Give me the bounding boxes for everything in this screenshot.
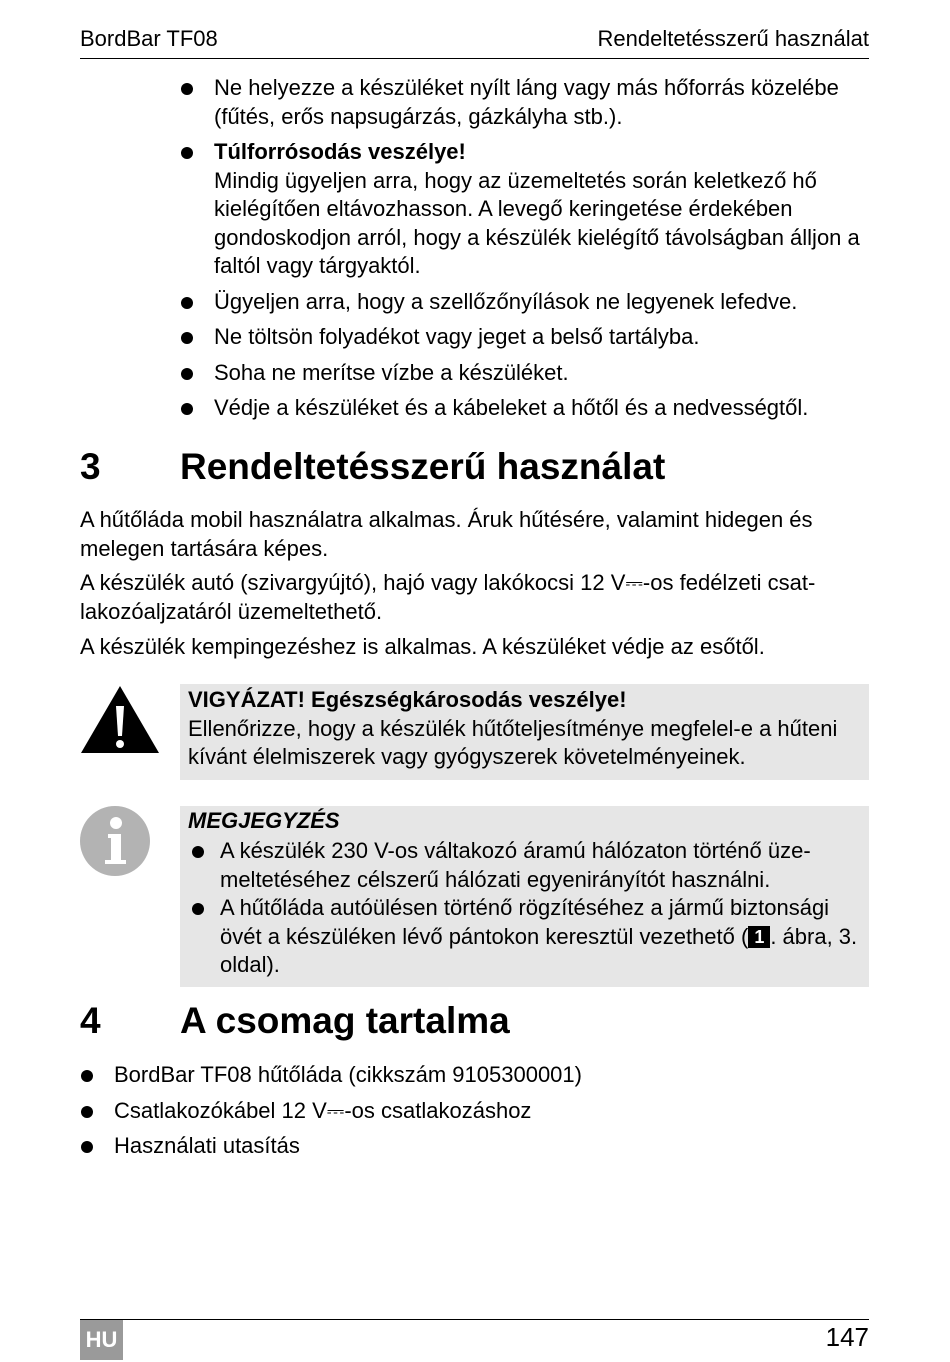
note-list (188, 837, 863, 980)
list-item-text: Használati utasítás (114, 1133, 300, 1158)
safety-bullet-list (180, 74, 870, 430)
warning-text: Ellenőrizze, hogy a készülék hűtőteljesítménye megfelel-e a hűteni kívánt élelmiszerek vagy gyógyszerek követelményeinek. (188, 715, 838, 769)
header-section-title: Rendeltetésszerű használat (597, 26, 869, 51)
figure-reference-badge: 1 (748, 926, 770, 948)
footer-divider (80, 1319, 869, 1320)
bullet-icon (81, 1070, 93, 1082)
bullet-icon (81, 1106, 93, 1118)
warning-title: VIGYÁZAT! Egészségkárosodás veszélye! (188, 687, 627, 712)
list-item (180, 288, 870, 317)
list-item (80, 1097, 870, 1126)
section-4-heading (80, 1000, 510, 1042)
header-product-name: BordBar TF08 (80, 26, 218, 51)
list-item-text: Mindig ügyeljen arra, hogy az üzemeltetés során keletkező hő kielégítően eltávozhasson. A levegő keringetése érdekében gondoskodjon arról, hogy a készülék kielégítő távolságban álljon a faltól vagy tárgyaktól. (214, 167, 860, 278)
page-number: 147 (825, 1322, 869, 1352)
list-item-text: Ne töltsön folyadékot vagy jeget a belső tartályba. (214, 324, 700, 349)
bullet-icon (181, 297, 193, 309)
bullet-icon (192, 846, 204, 858)
section-number: 4 (80, 1000, 101, 1041)
info-circle-icon (80, 806, 150, 876)
section-3-heading (80, 446, 665, 488)
section-number: 3 (80, 446, 101, 487)
list-item-text: Csatlakozókábel 12 V⎓-os csatlakozáshoz (114, 1097, 532, 1123)
package-contents-list (80, 1061, 870, 1168)
section-title: Rendeltetésszerű használat (180, 446, 666, 487)
list-item-text: Védje a készüléket és a kábeleket a hőtől és a nedvességtől. (214, 395, 809, 420)
list-item-text: BordBar TF08 hűtőláda (cikkszám 9105300001) (114, 1062, 582, 1087)
list-item (180, 74, 870, 131)
note-title: MEGJEGYZÉS (188, 808, 340, 833)
bullet-icon (181, 368, 193, 380)
paragraph: A készülék autó (szivargyújtó), hajó vagy lakókocsi 12 V⎓-os fedélzeti csatlakozóaljzatáról üzemeltethető. (80, 570, 816, 624)
list-item (188, 894, 863, 980)
list-item-text: A hűtőláda autóülésen történő rögzítéséhez a jármű biztonsági övét a készüléken lévő pántokon keresztül vezethető ( (220, 895, 830, 949)
paragraph: A hűtőláda mobil használatra alkalmas. Áruk hűtésére, valamint hidegen és melegen tartására képes. (80, 507, 813, 561)
bullet-icon (81, 1141, 93, 1153)
list-item-text: Ügyeljen arra, hogy a szellőzőnyílások ne legyenek lefedve. (214, 288, 798, 314)
warning-triangle-icon (80, 684, 160, 754)
page-header (80, 26, 869, 59)
list-item (180, 138, 870, 281)
list-item (180, 323, 870, 352)
paragraph: A készülék kempingezéshez is alkalmas. A készüléket védje az esőtől. (80, 634, 765, 659)
list-item (80, 1132, 870, 1161)
list-item (188, 837, 863, 894)
bullet-icon (181, 403, 193, 415)
list-item (180, 394, 870, 423)
list-item-text-end: . ábra, 3. oldal). (220, 923, 858, 977)
section-title: A csomag tartalma (180, 1000, 510, 1041)
bullet-icon (181, 147, 193, 159)
list-item (180, 359, 870, 388)
bullet-icon (192, 903, 204, 915)
bullet-icon (181, 332, 193, 344)
list-item (80, 1061, 870, 1090)
language-badge: HU (80, 1320, 123, 1360)
list-item-heading: Túlforrósodás veszélye! (214, 139, 466, 164)
list-item-text: A készülék 230 V-os váltakozó áramú hálózaton történő üzemeltetéséhez célszerű hálózati egyenirányítót használni. (220, 838, 811, 892)
warning-box (180, 684, 869, 780)
note-box (180, 806, 869, 987)
list-item-text: Soha ne merítse vízbe a készüléket. (214, 359, 569, 385)
bullet-icon (181, 83, 193, 95)
list-item-text: Ne helyezze a készüléket nyílt láng vagy más hőforrás közelébe (fűtés, erős napsugárzás, gázkályha stb.). (214, 75, 839, 129)
